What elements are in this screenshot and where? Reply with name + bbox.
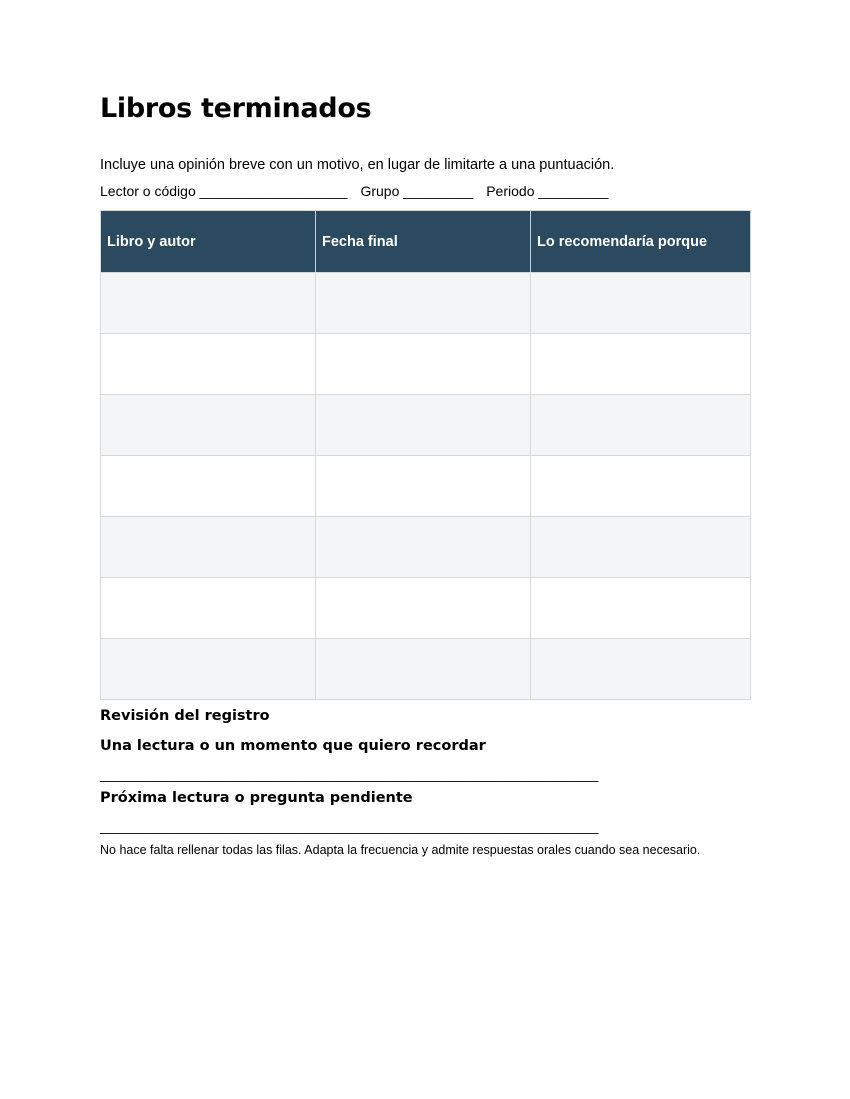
table-cell[interactable] [316, 578, 531, 639]
header-fields [100, 183, 608, 199]
period-field: Periodo _________ [486, 183, 609, 199]
next-reading-prompt: Próxima lectura o pregunta pendiente [100, 790, 413, 806]
table-row [101, 273, 751, 334]
table-cell[interactable] [101, 639, 316, 700]
table-cell[interactable] [531, 395, 751, 456]
table-row [101, 639, 751, 700]
group-field: Grupo _________ [360, 183, 474, 199]
table-cell[interactable] [316, 273, 531, 334]
intro-text: Incluye una opinión breve con un motivo, en lugar de limitarte a una puntuación. [100, 157, 615, 173]
table-header-row [101, 211, 751, 273]
table-cell[interactable] [531, 578, 751, 639]
table-cell[interactable] [101, 395, 316, 456]
memorable-moment-prompt: Una lectura o un momento que quiero recordar [100, 738, 486, 754]
reader-field: Lector o código ___________________ [100, 183, 348, 199]
table-cell[interactable] [101, 273, 316, 334]
table-row [101, 395, 751, 456]
table-cell[interactable] [531, 456, 751, 517]
table-cell[interactable] [316, 639, 531, 700]
table-cell[interactable] [316, 334, 531, 395]
header-book-author: Libro y autor [101, 211, 316, 273]
table-cell[interactable] [101, 517, 316, 578]
header-end-date: Fecha final [316, 211, 531, 273]
table-cell[interactable] [531, 639, 751, 700]
table-cell[interactable] [531, 334, 751, 395]
table-cell[interactable] [531, 517, 751, 578]
table-cell[interactable] [316, 395, 531, 456]
table-cell[interactable] [316, 517, 531, 578]
table-cell[interactable] [531, 273, 751, 334]
footer-note: No hace falta rellenar todas las filas. Adapta la frecuencia y admite respuestas orales cuando sea necesario. [100, 843, 701, 857]
header-recommend-because: Lo recomendaría porque [531, 211, 751, 273]
next-reading-answer-line[interactable]: ________________________________________________________________ [100, 818, 599, 834]
page-title: Libros terminados [100, 93, 372, 124]
table-cell[interactable] [101, 456, 316, 517]
memorable-moment-answer-line[interactable]: ________________________________________________________________ [100, 766, 599, 782]
reading-log-table [100, 210, 751, 700]
table-cell[interactable] [316, 456, 531, 517]
table-row [101, 334, 751, 395]
table-row [101, 456, 751, 517]
table-cell[interactable] [101, 578, 316, 639]
table-row [101, 517, 751, 578]
table-cell[interactable] [101, 334, 316, 395]
review-heading: Revisión del registro [100, 708, 270, 724]
table-row [101, 578, 751, 639]
